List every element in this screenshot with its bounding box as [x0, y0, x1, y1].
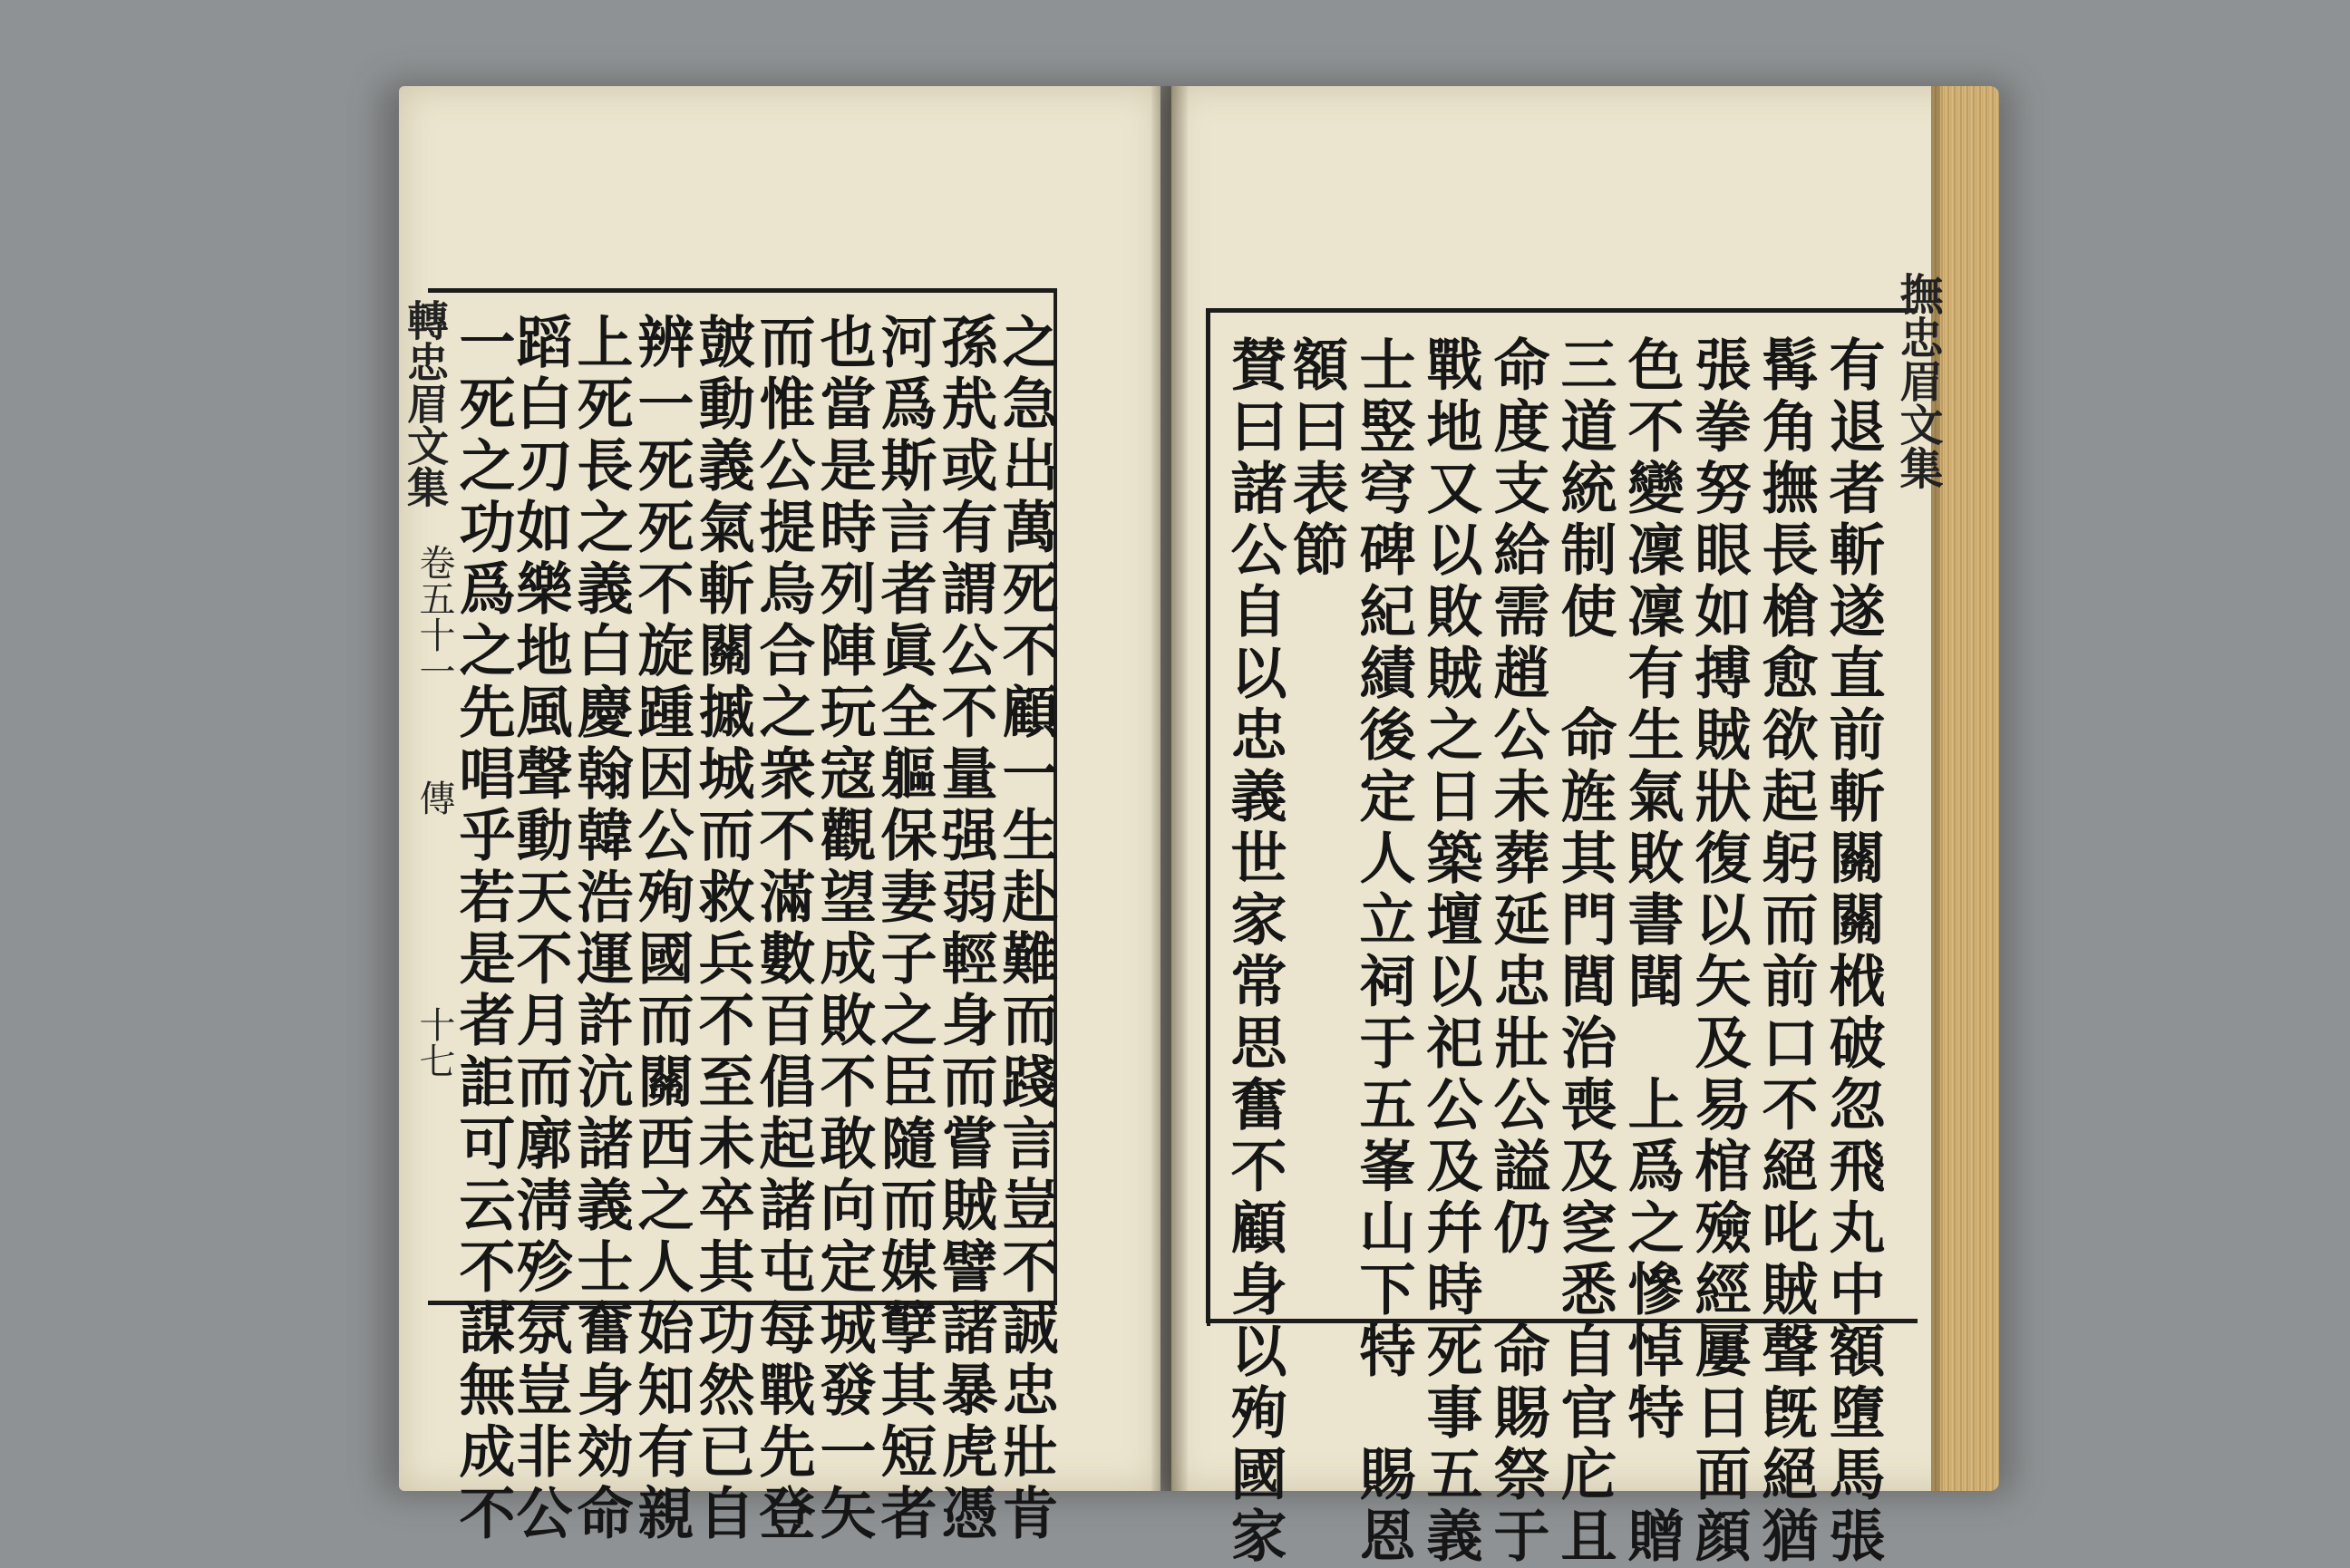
left-margin-page-number: 十七: [413, 1006, 455, 1079]
left-margin-section: 傳: [413, 779, 455, 816]
left-column-8: 上死長之義白慶翰韓浩運許沆諸義士奮身効命: [568, 313, 634, 1545]
left-column-3: 河爲斯言者眞全軀保妻子之臣隨而媒孼其短者: [871, 313, 937, 1545]
left-margin-title: 轉忠眉文集: [401, 299, 450, 508]
left-column-10: 一死之功爲之先唱乎若是者詎可云不謀無成不: [450, 313, 516, 1545]
left-column-4: 也當是時列陣玩寇觀望成敗不敢向定城發一矢: [811, 313, 877, 1545]
left-margin-volume: 卷五十一: [413, 544, 455, 689]
left-column-5: 而惟公提烏合之衆不滿數百倡起諸屯每戰先登: [750, 313, 816, 1545]
right-column-7: 戰地又以敗賊之日築壇以祀公及幷時死事五義: [1417, 335, 1483, 1568]
right-column-1: 有退者斬遂直前斬關關栰破忽飛丸中額墮馬張: [1820, 335, 1886, 1568]
right-margin-title: 撫忠眉文集: [1892, 272, 1943, 489]
right-column-6: 命度支給需趙公未葬延忠壯公謚仍 命賜祭于: [1484, 335, 1550, 1568]
book-gutter: [1151, 86, 1188, 1491]
right-column-9: 額曰表節: [1283, 335, 1349, 582]
left-column-6: 皷動義氣斬關摵城而救兵不至未卒其功然已自: [689, 313, 755, 1545]
left-column-2: 孫㢤或有謂公不量强弱輕身而嘗賊譬諸暴虎憑: [932, 313, 998, 1545]
right-frame-inner-rule: [1207, 311, 1210, 1326]
left-column-1: 之急出萬死不顧一生赴難而踐言豈不誠忠壯肯: [993, 313, 1059, 1545]
right-column-8: 士竪穹碑紀績後定人立祠于五峯山下特 賜恩: [1350, 335, 1416, 1568]
left-column-9: 蹈白刃如樂地風聲動天不月而廓淸殄氛豈非公: [507, 313, 573, 1545]
left-column-7: 辨一死死不旋踵因公殉國而關西之人始知有親: [628, 313, 694, 1545]
right-column-2: 髯角撫長槍愈欲起躬而前口不絕叱賊聲旣絕猶: [1753, 335, 1819, 1568]
right-column-3: 張拳努眼如搏賊狀復以矢及易棺殮經屢日面顔: [1685, 335, 1752, 1568]
right-column-4: 色不變凜凜有生氣敗書聞 上爲之慘悼特 贈: [1618, 335, 1685, 1568]
right-column-10: 賛曰諸公自以忠義世家常思奮不顧身以殉國家: [1221, 335, 1287, 1568]
right-column-5: 三道統制使 命旌其門閭治喪及窆悉自官庀且: [1551, 335, 1617, 1568]
